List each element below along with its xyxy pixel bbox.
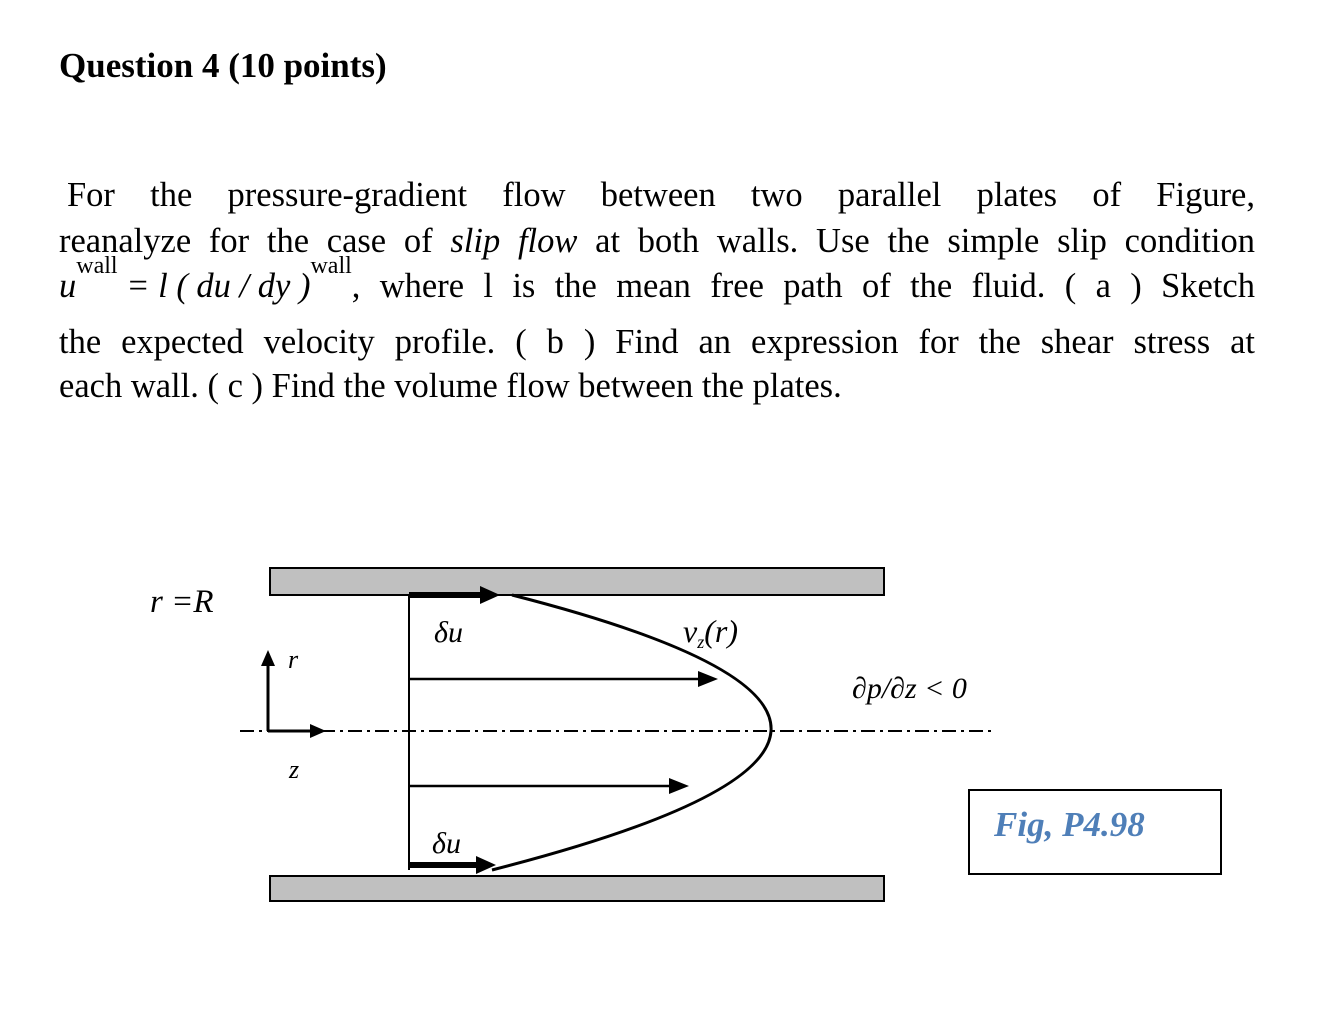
velocity-arrow-lower-head <box>669 778 689 794</box>
bottom-plate <box>270 876 884 901</box>
figure-caption: Fig, P4.98 <box>994 805 1145 844</box>
label-profile-vz: vz(r) <box>683 613 738 652</box>
label-r-equals-R: r =R <box>150 584 214 620</box>
symbol-u: u <box>59 267 77 305</box>
subscript-wall-1: wall <box>76 253 118 279</box>
top-plate <box>270 568 884 595</box>
r-axis-arrowhead <box>261 650 275 666</box>
label-delta-u-bottom: δu <box>432 827 461 860</box>
slip-arrow-bottom-head <box>476 856 496 874</box>
problem-text-line-4: the expected velocity profile. ( b ) Find an expression for the shear stress at <box>59 323 1255 361</box>
problem-text-line-1: For the pressure-gradient flow between two parallel plates of Figure, <box>67 176 1255 214</box>
question-title: Question 4 (10 points) <box>59 46 387 85</box>
text-mean-free-path: , where l is the mean free path of the fluid. ( a ) Sketch <box>351 267 1255 305</box>
subscript-wall-2: wall <box>310 253 352 279</box>
label-pressure-gradient: ∂p/∂z < 0 <box>852 672 967 705</box>
z-axis-arrowhead <box>310 724 326 738</box>
velocity-arrow-upper-head <box>698 671 718 687</box>
label-r-axis: r <box>288 645 299 674</box>
label-z-axis: z <box>289 755 300 784</box>
text-slip-condition: at both walls. Use the simple slip condition <box>577 222 1255 260</box>
figure-caption-box <box>968 789 1222 875</box>
text-reanalyze: reanalyze for the case of <box>59 222 451 260</box>
slip-equation: = l ( du / dy ) <box>117 267 311 305</box>
text-slip-flow: slip flow <box>450 222 578 260</box>
label-delta-u-top: δu <box>434 616 463 649</box>
problem-text-line-5: each wall. ( c ) Find the volume flow between the plates. <box>59 367 842 405</box>
